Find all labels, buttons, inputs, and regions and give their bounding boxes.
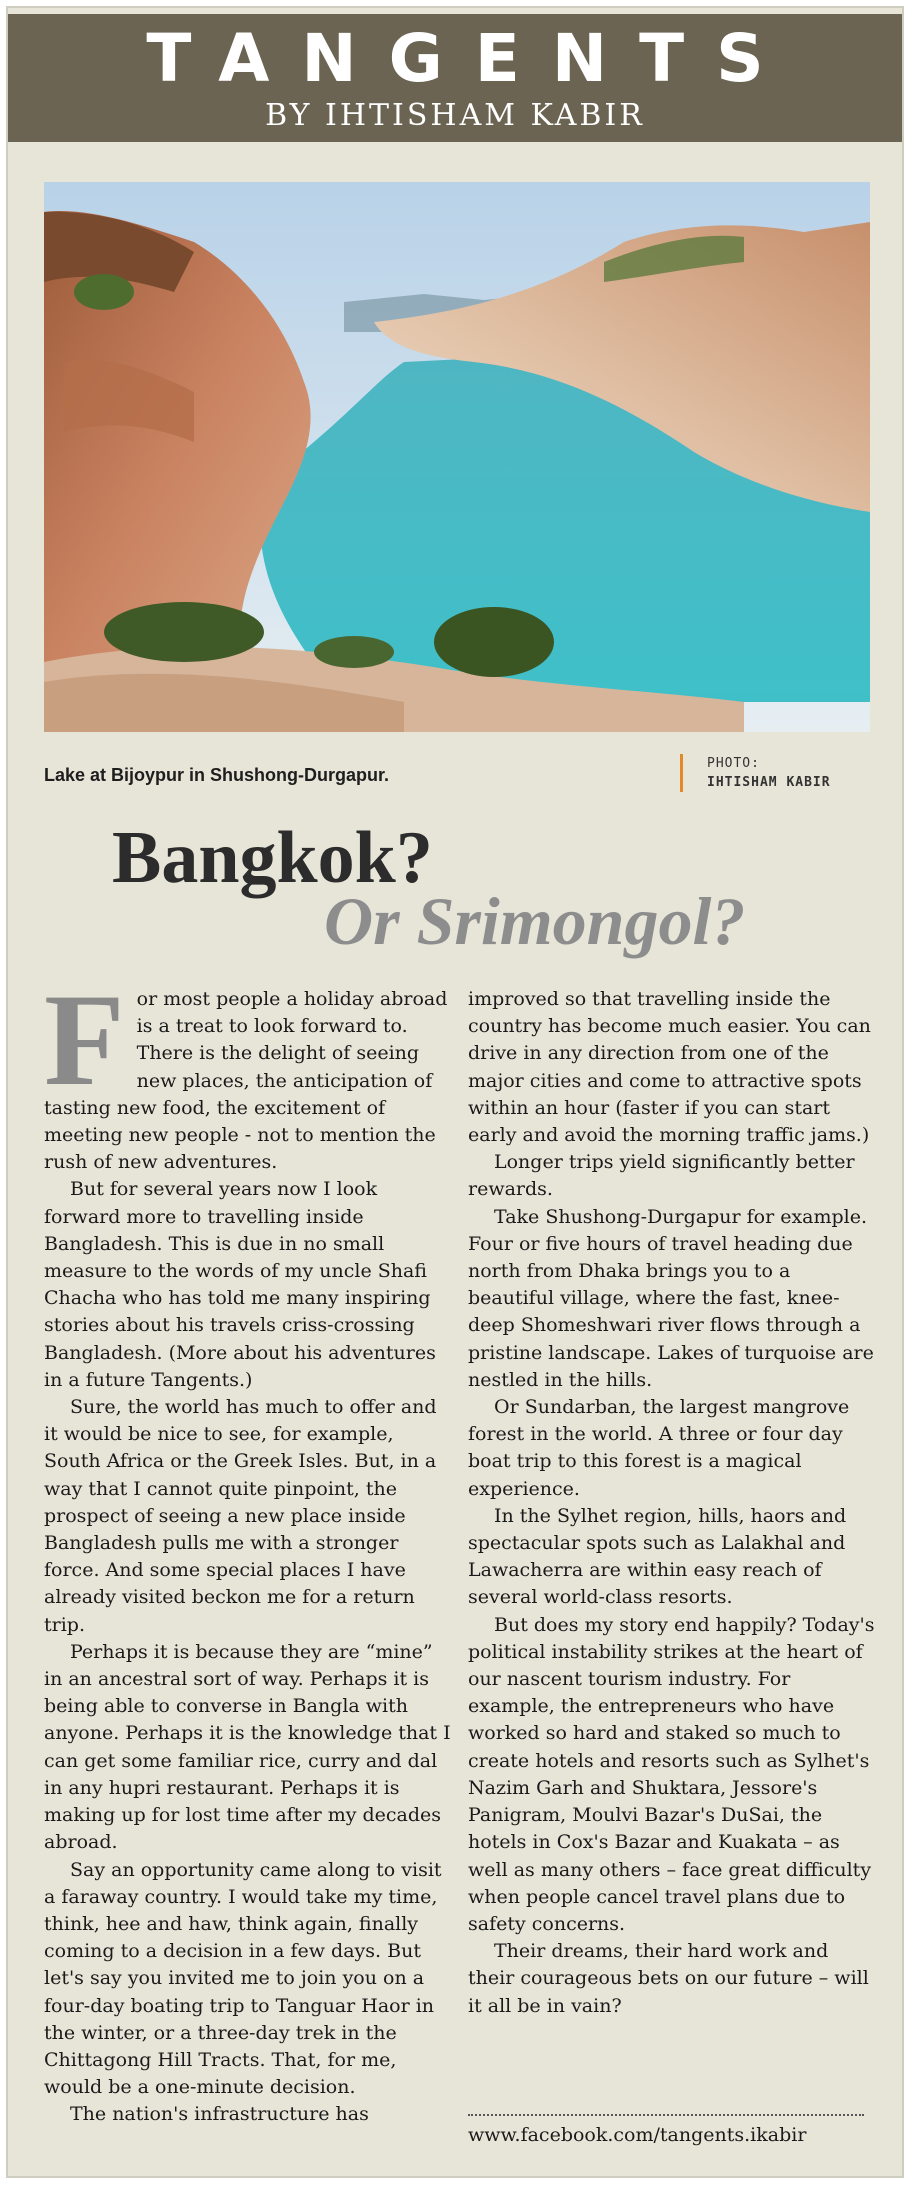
article-paragraph: Longer trips yield significantly better rewards.: [468, 1151, 855, 1201]
article-paragraph: Take Shushong-Durgapur for example. Four or five hours of travel heading due north from Dhaka brings you to a beautiful village, where the fast, knee-deep Shomeshwari river flows through a pristine landscape. Lakes of turquoise are nestled in the hills.: [468, 1205, 874, 1391]
photo-caption: Lake at Bijoypur in Shushong-Durgapur.: [44, 765, 390, 785]
article-paragraph: Sure, the world has much to offer and it would be nice to see, for example, South Africa or the Greek Isles. But, in a way that I cannot quite pinpoint, the prospect of seeing a new place inside Bangladesh pulls me with a stronger force. And some special places I have already visited beckon me for a return trip.: [44, 1396, 437, 1636]
lake-photo: [44, 182, 870, 732]
article-column-left: [44, 966, 454, 2129]
article-column-right: [468, 986, 878, 2020]
column-banner: [8, 14, 902, 142]
article-paragraph: Perhaps it is because they are “mine” in an ancestral sort of way. Perhaps it is being able to converse in Bangla with anyone. Perhaps it is the knowledge that I can get some familiar rice, curry and dal in any hupri restaurant. Perhaps it is making up for lost time after my decades abroad.: [44, 1640, 451, 1854]
article-paragraph: improved so that travelling inside the country has become much easier. You can drive in any direction from one of the major cities and come to attractive spots within an hour (faster if you can start early and avoid the morning traffic jams.): [468, 988, 871, 1147]
photo-credit-label: PHOTO:: [707, 756, 760, 771]
headline-line-1: Bangkok?: [112, 817, 433, 899]
article-paragraph: But for several years now I look forward more to travelling inside Bangladesh. This is due in no small measure to the words of my uncle Shafi Chacha who has told me many inspiring stories about his travels criss-crossing Bangladesh. (More about his adventures in a future Tangents.): [44, 1178, 436, 1391]
photo-credit: [680, 754, 831, 792]
article-paragraph: Say an opportunity came along to visit a faraway country. I would take my time, think, hee and haw, think again, finally coming to a decision in a few days. But let's say you invited me to join you on a four-day boating trip to Tanguar Haor in the winter, or a three-day trek in the Chittagong Hill Tracts. That, for me, would be a one-minute decision.: [44, 1858, 442, 2099]
column-title: TANGENTS: [146, 20, 796, 97]
column-byline: BY IHTISHAM KABIR: [265, 98, 645, 133]
article-paragraph: The nation's infrastructure has: [70, 2103, 369, 2126]
lake-photo-illustration: [44, 182, 870, 732]
article-paragraph: In the Sylhet region, hills, haors and spectacular spots such as Lalakhal and Lawacherra are within easy reach of several world-class resorts.: [468, 1504, 847, 1609]
dotted-divider: [468, 2114, 864, 2116]
photo-credit-name: IHTISHAM KABIR: [707, 775, 831, 790]
article-paragraph: or most people a holiday abroad is a treat to look forward to. There is the delight of seeing new places, the anticipation of tasting new food, the excitement of meeting new people - not to mention the rush of new adventures.: [44, 988, 448, 1174]
facebook-link[interactable]: www.facebook.com/tangents.ikabir: [468, 2124, 807, 2146]
drop-cap: F: [44, 966, 125, 1113]
article-paragraph: Or Sundarban, the largest mangrove forest in the world. A three or four day boat trip to this forest is a magical experience.: [468, 1396, 850, 1500]
article-paragraph: But does my story end happily? Today's political instability strikes at the heart of our nascent tourism industry. For example, the entrepreneurs who have worked so hard and staked so much to create hotels and resorts such as Sylhet's Nazim Garh and Shuktara, Jessore's Panigram, Moulvi Bazar's DuSai, the hotels in Cox's Bazar and Kuakata – as well as many others – face great difficulty when people cancel travel plans due to safety concerns.: [468, 1613, 875, 1935]
article-paragraph: Their dreams, their hard work and their courageous bets on our future – will it all be in vain?: [468, 1940, 869, 2017]
newspaper-page: [6, 6, 904, 2178]
headline-line-2: Or Srimongol?: [324, 883, 746, 959]
